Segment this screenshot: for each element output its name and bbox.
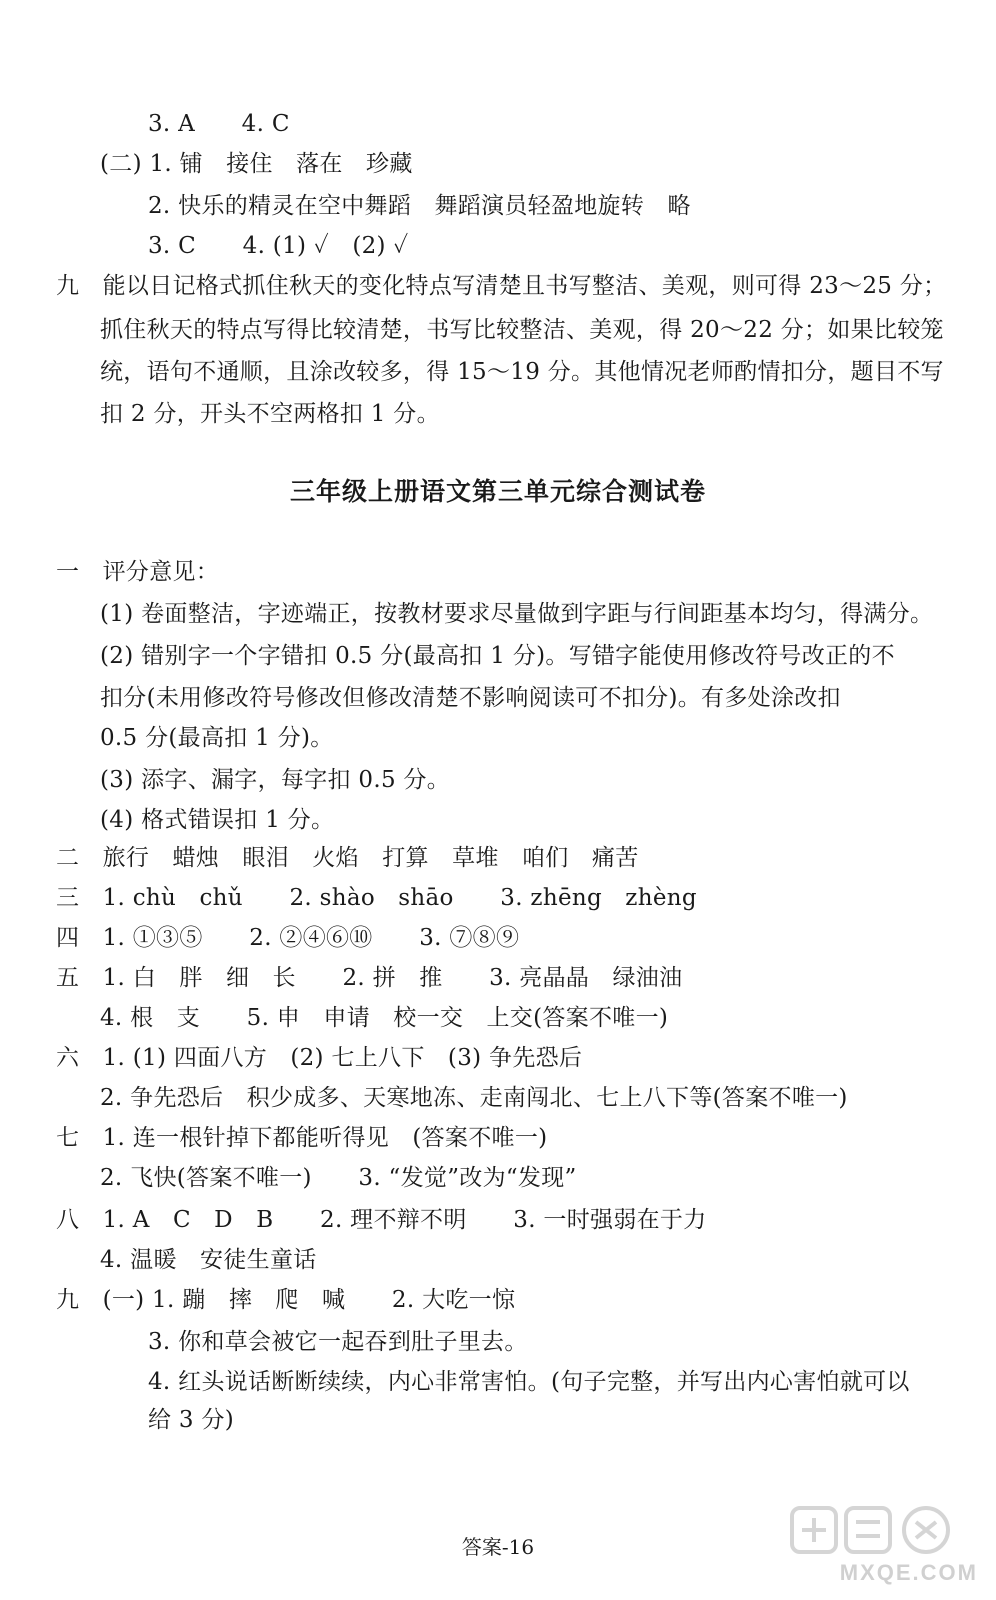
answer-line-18: 四 1. ①③⑤ 2. ②④⑥⑩ 3. ⑦⑧⑨ bbox=[56, 925, 520, 951]
answer-line-4: 3. C 4. (1) ✓ (2) ✓ bbox=[148, 233, 409, 259]
answer-line-1: 3. A 4. C bbox=[148, 111, 290, 137]
answer-line-14: (3) 添字、漏字，每字扣 0.5 分。 bbox=[100, 767, 451, 793]
answer-line-19: 五 1. 白 胖 细 长 2. 拼 推 3. 亮晶晶 绿油油 bbox=[56, 965, 683, 991]
answer-line-27: 九 (一) 1. 蹦 摔 爬 喊 2. 大吃一惊 bbox=[56, 1287, 516, 1313]
answer-line-16: 二 旅行 蜡烛 眼泪 火焰 打算 草堆 咱们 痛苦 bbox=[56, 845, 639, 871]
page-footer: 答案-16 bbox=[461, 1535, 535, 1559]
answer-line-12: 扣分(未用修改符号修改但修改清楚不影响阅读可不扣分)。有多处涂改扣 bbox=[100, 685, 841, 711]
answer-line-24: 2. 飞快(答案不唯一) 3. “发觉”改为“发现” bbox=[100, 1165, 577, 1191]
answer-line-11: (2) 错别字一个字错扣 0.5 分(最高扣 1 分)。写错字能使用修改符号改正的不 bbox=[100, 643, 895, 669]
answer-line-15: (4) 格式错误扣 1 分。 bbox=[100, 807, 335, 833]
answer-line-30: 给 3 分) bbox=[148, 1407, 235, 1433]
section-title: 三年级上册语文第三单元综合测试卷 bbox=[289, 477, 706, 506]
answer-line-26: 4. 温暖 安徒生童话 bbox=[100, 1247, 317, 1273]
answer-line-17: 三 1. chù chǔ 2. shào shāo 3. zhēng zhèng bbox=[56, 885, 697, 911]
answer-line-22: 2. 争先恐后 积少成多、天寒地冻、走南闯北、七上八下等(答案不唯一) bbox=[100, 1085, 848, 1111]
answer-line-5: 九 能以日记格式抓住秋天的变化特点写清楚且书写整洁、美观，则可得 23～25 分； bbox=[56, 273, 947, 299]
answer-line-6: 抓住秋天的特点写得比较清楚，书写比较整洁、美观，得 20～22 分；如果比较笼 bbox=[100, 317, 944, 343]
answer-line-28: 3. 你和草会被它一起吞到肚子里去。 bbox=[148, 1329, 528, 1355]
answer-line-7: 统，语句不通顺，且涂改较多，得 15～19 分。其他情况老师酌情扣分，题目不写 bbox=[100, 359, 944, 385]
watermark-mark-icon bbox=[788, 1502, 978, 1562]
answer-line-21: 六 1. (1) 四面八方 (2) 七上八下 (3) 争先恐后 bbox=[56, 1045, 583, 1071]
answer-line-9: 一 评分意见： bbox=[56, 559, 220, 585]
answer-line-13: 0.5 分(最高扣 1 分)。 bbox=[100, 725, 334, 751]
answer-line-25: 八 1. A C D B 2. 理不辩不明 3. 一时强弱在于力 bbox=[56, 1207, 707, 1233]
answer-line-10: (1) 卷面整洁，字迹端正，按教材要求尽量做到字距与行间距基本均匀，得满分。 bbox=[100, 601, 934, 627]
watermark-logo bbox=[788, 1502, 978, 1586]
watermark-text: MXQE.COM bbox=[839, 1560, 978, 1585]
answer-line-20: 4. 根 支 5. 申 申请 校一交 上交(答案不唯一) bbox=[100, 1005, 669, 1031]
answer-line-2: (二) 1. 铺 接住 落在 珍藏 bbox=[100, 151, 413, 177]
answer-line-29: 4. 红头说话断断续续，内心非常害怕。(句子完整，并写出内心害怕就可以 bbox=[148, 1369, 910, 1395]
answer-line-3: 2. 快乐的精灵在空中舞蹈 舞蹈演员轻盈地旋转 略 bbox=[148, 193, 691, 219]
answer-line-23: 七 1. 连一根针掉下都能听得见 (答案不唯一) bbox=[56, 1125, 548, 1151]
answer-line-8: 扣 2 分，开头不空两格扣 1 分。 bbox=[100, 401, 440, 427]
